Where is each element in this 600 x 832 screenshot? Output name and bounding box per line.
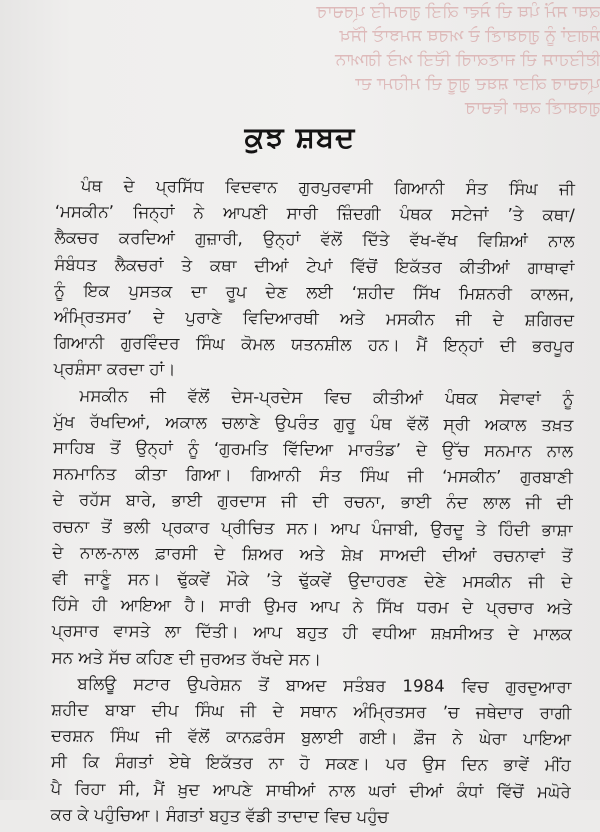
text-line: ਦੇ ਰਹੱਸ ਬਾਰੇ, ਭਾਈ ਗੁਰਦਾਸ ਜੀ ਦੀ ਰਚਨਾ, ਭਾਈ ਨੰਦ ਲਾਲ ਜੀ ਦੀ: [52, 490, 573, 514]
text-line: ਅੰਮ੍ਰਿਤਸਰ’ ਦੇ ਪੁਰਾਣੇ ਵਿਦਿਆਰਥੀ ਅਤੇ ਮਸਕੀਨ ਜੀ ਦੇ ਸ਼ਗਿਰਦ: [53, 307, 575, 330]
text-line: ਮੁੱਖ ਰੱਖਦਿਆਂ, ਅਕਾਲ ਚਲਾਣੇ ਉਪਰੰਤ ਗੁਰੂ ਪੰਥ ਵੱਲੋਂ ਸ੍ਰੀ ਅਕਾਲ ਤਖ਼ਤ: [53, 411, 574, 435]
body-text: [50, 173, 575, 828]
bleed-line: ਪ੍ਰਚਾਰ ਕੀਤਾ ਸ਼ਬਦ ਗੁਰੂ ਦੀ ਮਹਿਮਾ ਦਾ: [355, 74, 600, 94]
text-line: ਸਾਹਿਬ ਤੋਂ ਉਨ੍ਹਾਂ ਨੂੰ ‘ਗੁਰਮਤਿ ਵਿੱਦਿਆ ਮਾਰਤੰਡ’ ਦੇ ਉੱਚ ਸਨਮਾਨ ਨਾਲ: [53, 438, 574, 461]
page-title: ਕੁਝ ਸ਼ਬਦ: [244, 120, 356, 154]
bleed-line: ਕਥਾ ਸਮੇਂ ਪੰਥ ਦੀ ਸੇਵਾ ਕੀਤੀ ਗੁਰਮਤਿ ਪ੍ਰਚਾਰ: [316, 2, 600, 22]
text-line: ਬਲਿਊ ਸਟਾਰ ਉਪਰੇਸ਼ਨ ਤੋਂ ਬਾਅਦ ਸਤੰਬਰ 1984 ਵਿਚ ਗੁਰਦੁਆਰਾ: [77, 674, 572, 697]
text-line: ਪੈ ਰਿਹਾ ਸੀ, ਮੈਂ ਖ਼ੁਦ ਆਪਣੇ ਸਾਥੀਆਂ ਨਾਲ ਘਰਾਂ ਦੀਆਂ ਕੰਧਾਂ ਵਿੱਚੋਂ ਮਘੋਰੇ: [50, 778, 571, 802]
text-line: ਸੰਬੰਧਤ ਲੈਕਚਰਾਂ ਤੇ ਕਥਾ ਦੀਆਂ ਟੇਪਾਂ ਵਿੱਚੋਂ ਇਕੱਤਰ ਕੀਤੀਆਂ ਗਾਥਾਵਾਂ: [54, 254, 575, 278]
bleed-line: ਸੰਗਤਾਂ ਨੂੰ ਗੁਰਬਾਣੀ ਦੇ ਅਰਥ ਸਮਝਾਏ ਸਿੱਖ: [339, 26, 600, 46]
text-line: ਦੇ ਨਾਲ-ਨਾਲ ਫ਼ਾਰਸੀ ਦੇ ਸ਼ਿਅਰ ਅਤੇ ਸ਼ੇਖ਼ ਸਾਅਦੀ ਦੀਆਂ ਰਚਨਾਵਾਂ ਤੋਂ: [52, 542, 573, 566]
bleed-through-text: [40, 0, 600, 125]
text-line: ਦਰਸ਼ਨ ਸਿੰਘ ਜੀ ਵੱਲੋਂ ਕਾਨਫ਼ਰੰਸ ਬੁਲਾਈ ਗਈ। ਫ਼ੌਜ ਨੇ ਘੇਰਾ ਪਾਇਆ: [51, 726, 572, 749]
text-line: ਰਚਨਾ ਤੋਂ ਭਲੀ ਪ੍ਰਕਾਰ ਪ੍ਰੀਚਿਤ ਸਨ। ਆਪ ਪੰਜਾਬੀ, ਉਰਦੂ ਤੇ ਹਿੰਦੀ ਭਾਸ਼ਾ: [52, 516, 573, 540]
text-line: ਸਨ ਅਤੇ ਸੱਚ ਕਹਿਣ ਦੀ ਜੁਰਅਤ ਰੱਖਦੇ ਸਨ।: [51, 647, 322, 669]
text-line: ਪ੍ਰਸ਼ੰਸਾ ਕਰਦਾ ਹਾਂ।: [53, 359, 176, 380]
text-line: ਮਸਕੀਨ ਜੀ ਵੱਲੋਂ ਦੇਸ-ਪ੍ਰਦੇਸ ਵਿਚ ਕੀਤੀਆਂ ਪੰਥਕ ਸੇਵਾਵਾਂ ਨੂੰ: [79, 385, 574, 409]
text-line: ਕਰ ਕੇ ਪਹੁੰਚਿਆ। ਸੰਗਤਾਂ ਬਹੁਤ ਵੱਡੀ ਤਾਦਾਦ ਵਿਚ ਪਹੁੰਚ: [50, 804, 389, 827]
text-line: ਸੀ ਕਿ ਸੰਗਤਾਂ ਏਥੇ ਇਕੱਤਰ ਨਾ ਹੋ ਸਕਣ। ਪਰ ਉਸ ਦਿਨ ਭਾਵੇਂ ਮੀਂਹ: [50, 752, 571, 776]
text-line: ਵੀ ਜਾਣੂੰ ਸਨ। ਢੁੱਕਵੇਂ ਮੌਕੇ ’ਤੇ ਢੁੱਕਵੇਂ ਉਦਾਹਰਣ ਦੇਣੇ ਮਸਕੀਨ ਜੀ ਦੇ: [52, 569, 573, 592]
text-line: ਪ੍ਰਸਾਰ ਵਾਸਤੇ ਲਾ ਦਿੱਤੀ। ਆਪ ਬਹੁਤ ਹੀ ਵਧੀਆ ਸ਼ਖ਼ਸੀਅਤ ਦੇ ਮਾਲਕ: [51, 621, 572, 645]
bleed-line: ਗੁਰਬਾਣੀ ਕਥਾ ਵਿਚਾਰ: [464, 98, 600, 118]
text-line: ਨੂੰ ਇਕ ਪੁਸਤਕ ਦਾ ਰੂਪ ਦੇਣ ਲਈ ‘ਸ਼ਹੀਦ ਸਿੱਖ ਮਿਸ਼ਨਰੀ ਕਾਲਜ,: [54, 280, 575, 304]
text-line: ‘ਮਸਕੀਨ’ ਜਿਨ੍ਹਾਂ ਨੇ ਆਪਣੀ ਸਾਰੀ ਜ਼ਿੰਦਗੀ ਪੰਥਕ ਸਟੇਜਾਂ ’ਤੇ ਕਥਾ/: [54, 202, 575, 225]
text-line: ਸ਼ਹੀਦ ਬਾਬਾ ਦੀਪ ਸਿੰਘ ਜੀ ਦੇ ਸਥਾਨ ਅੰਮ੍ਰਿਤਸਰ ’ਚ ਜਥੇਦਾਰ ਰਾਗੀ: [51, 700, 572, 723]
text-line: ਸਨਮਾਨਿਤ ਕੀਤਾ ਗਿਆ। ਗਿਆਨੀ ਸੰਤ ਸਿੰਘ ਜੀ ‘ਮਸਕੀਨ’ ਗੁਰਬਾਣੀ: [52, 464, 573, 487]
text-line: ਗਿਆਨੀ ਗੁਰਵਿੰਦਰ ਸਿੰਘ ਕੋਮਲ ਯਤਨਸ਼ੀਲ ਹਨ। ਮੈਂ ਇਨ੍ਹਾਂ ਦੀ ਭਰਪੂਰ: [53, 333, 574, 356]
text-line: ਲੈਕਚਰ ਕਰਦਿਆਂ ਗੁਜ਼ਾਰੀ, ਉਨ੍ਹਾਂ ਵੱਲੋਂ ਦਿੱਤੇ ਵੱਖ-ਵੱਖ ਵਿਸ਼ਿਆਂ ਨਾਲ: [54, 228, 575, 252]
bleed-line: ਇਤਿਹਾਸ ਦੀ ਜਾਣਕਾਰੀ ਦਿੱਤੀ ਅਤੇ ਗਿਆਨ: [335, 50, 600, 70]
text-line: ਹਿੱਸੇ ਹੀ ਆਇਆ ਹੈ। ਸਾਰੀ ਉਮਰ ਆਪ ਨੇ ਸਿੱਖ ਧਰਮ ਦੇ ਪ੍ਰਚਾਰ ਅਤੇ: [51, 595, 573, 618]
text-line: ਪੰਥ ਦੇ ਪ੍ਰਸਿੱਧ ਵਿਦਵਾਨ ਗੁਰਪੁਰਵਾਸੀ ਗਿਆਨੀ ਸੰਤ ਸਿੰਘ ਜੀ: [80, 176, 575, 199]
